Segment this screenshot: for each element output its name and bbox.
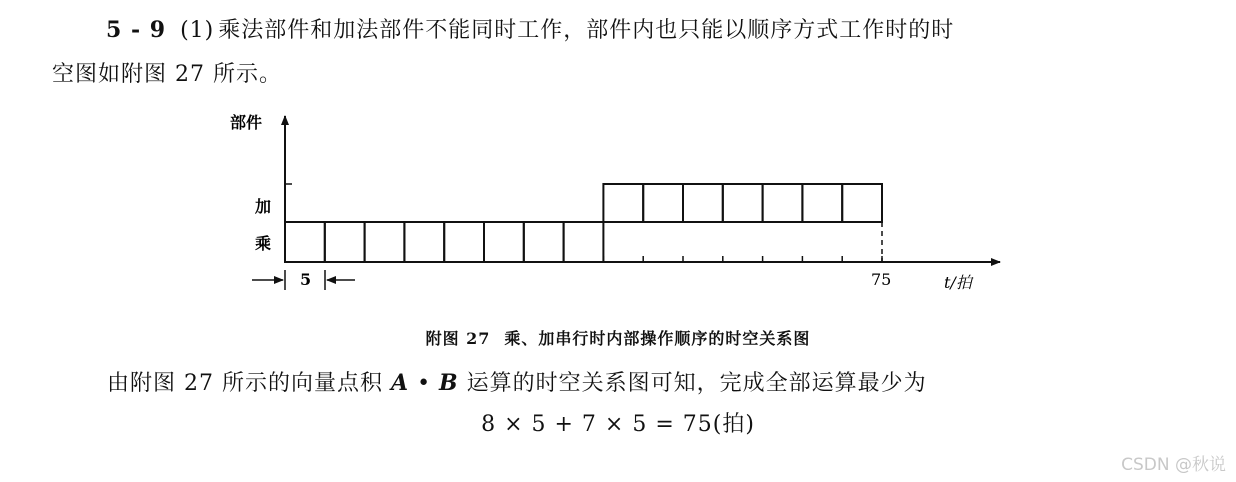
- task-cell-mul-6: [484, 222, 524, 262]
- task-cell-mul-7: [524, 222, 564, 262]
- figure-caption: [0, 326, 1236, 349]
- task-cell-add-7: [842, 184, 882, 222]
- y-axis-label: 部件: [230, 113, 263, 132]
- task-cell-mul-2: [325, 222, 365, 262]
- problem-part: (1): [180, 18, 215, 43]
- task-cells: [285, 184, 882, 262]
- end-time-label: 75: [871, 270, 892, 289]
- task-cell-add-1: [603, 184, 643, 222]
- vector-b: B: [439, 370, 459, 396]
- component-label-mul: 乘: [255, 234, 272, 253]
- task-cell-add-2: [643, 184, 683, 222]
- figure-caption-text: 乘、加串行时内部操作顺序的时空关系图: [504, 329, 811, 348]
- component-label-add: 加: [255, 197, 272, 216]
- task-cell-add-5: [763, 184, 803, 222]
- task-cell-mul-4: [404, 222, 444, 262]
- task-cell-mul-5: [444, 222, 484, 262]
- task-cell-mul-8: [564, 222, 604, 262]
- result-sentence: [107, 366, 927, 397]
- task-cell-add-6: [802, 184, 842, 222]
- result-formula: 8 × 5 + 7 × 5 = 75(拍): [481, 412, 755, 437]
- dot-symbol: •: [417, 371, 432, 396]
- task-cell-mul-3: [365, 222, 405, 262]
- x-axis-label: t/拍: [944, 273, 972, 292]
- problem-text-line1: 乘法部件和加法部件不能同时工作，部件内也只能以顺序方式工作时的时: [218, 18, 955, 43]
- beat-width-label: 5: [300, 270, 312, 289]
- result-text-before: 由附图 27 所示的向量点积: [107, 371, 383, 396]
- vector-a: A: [390, 370, 410, 396]
- problem-number: 5 - 9: [106, 17, 167, 43]
- task-cell-mul-1: [285, 222, 325, 262]
- task-cell-add-3: [683, 184, 723, 222]
- figure-caption-number: 附图 27: [425, 329, 491, 348]
- watermark: CSDN @秋说: [1121, 455, 1226, 475]
- task-cell-add-4: [723, 184, 763, 222]
- result-text-after: 运算的时空关系图可知，完成全部运算最少为: [466, 371, 927, 396]
- problem-text-line2: 空图如附图 27 所示。: [52, 62, 282, 87]
